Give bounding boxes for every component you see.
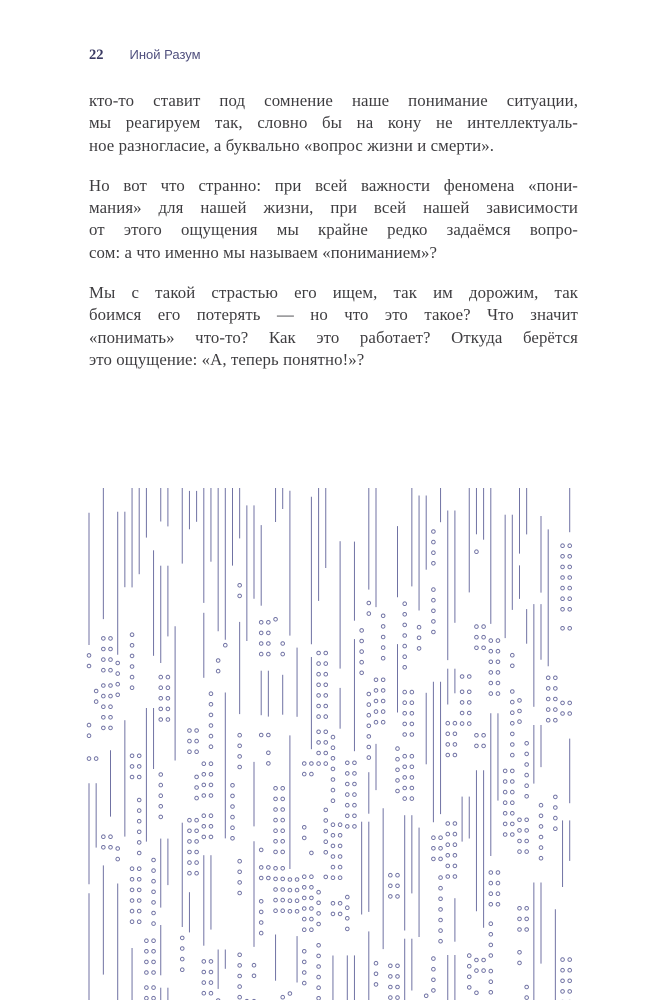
text-line: «понимать» что-то? Как это работает? Откуда берётся [89,327,578,347]
text-line: это ощущение: «А, теперь понятно!»? [89,349,365,369]
text-line: от этого ощущения мы крайне редко задаёмся вопро- [89,220,578,240]
book-title: Иной Разум [129,47,201,62]
text-line: ное разногласие, а буквально «вопрос жизни и смерти». [89,135,494,155]
text-line: сом: а что именно мы называем «пониманием»? [89,242,438,262]
text-line: боимся его потерять — но что это такое? Что значит [89,305,578,325]
paragraph [89,175,578,264]
text-line: кто-то ставит под сомнение наше понимание ситуации, [89,91,578,110]
text-line: Мы с такой страстью его ищем, так им дорожим, так [89,283,578,303]
text-line: мания» для нашей жизни, при всей нашей зависимости [89,198,578,218]
text-line: Но вот что странно: при всей важности феномена «пони- [89,175,578,195]
paragraph [89,90,578,157]
paragraph [89,282,578,371]
page-number: 22 [89,47,104,63]
text-line: мы реагируем так, словно бы на кону не интеллектуаль- [89,113,578,133]
running-header [89,47,578,63]
text-block [89,90,578,371]
